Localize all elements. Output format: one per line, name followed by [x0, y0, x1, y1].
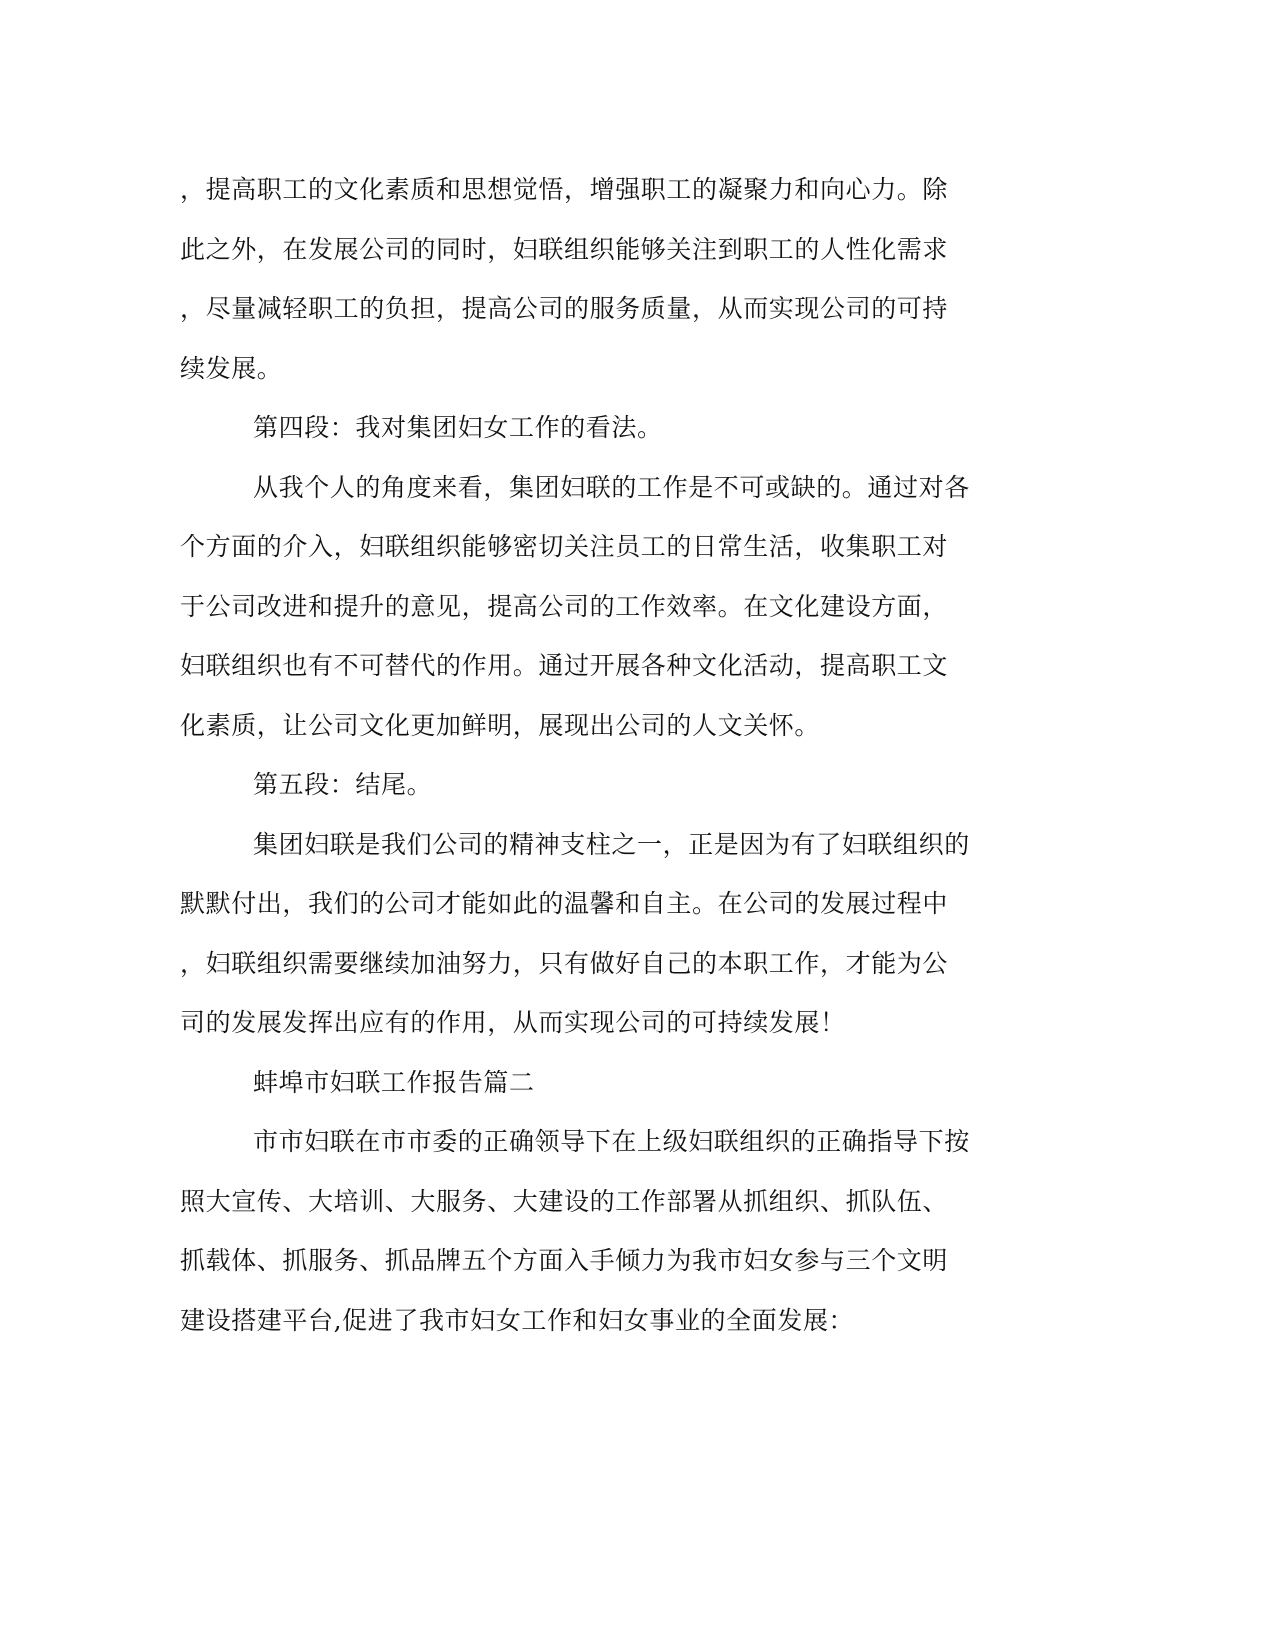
paragraph-line: 司的发展发挥出应有的作用，从而实现公司的可持续发展！ [180, 1008, 846, 1037]
paragraph-line: ，提高职工的文化素质和思想觉悟，增强职工的凝聚力和向心力。除 [180, 175, 949, 204]
paragraph-line: 抓载体、抓服务、抓品牌五个方面入手倾力为我市妇女参与三个文明 [180, 1246, 949, 1275]
paragraph-line: 于公司改进和提升的意见，提高公司的工作效率。在文化建设方面， [180, 591, 949, 621]
paragraph-line: 此之外，在发展公司的同时，妇联组织能够关注到职工的人性化需求 [180, 234, 949, 264]
paragraph-line: 妇联组织也有不可替代的作用。通过开展各种文化活动，提高职工文 [180, 651, 949, 680]
paragraph-line: 续发展。 [180, 353, 283, 383]
paragraph-line: 集团妇联是我们公司的精神支柱之一，正是因为有了妇联组织的 [253, 829, 970, 859]
section-heading-five: 第五段：结尾。 [253, 770, 433, 799]
paragraph-line: ，妇联组织需要继续加油努力，只有做好自己的本职工作，才能为公 [180, 948, 949, 978]
section-heading-four: 第四段：我对集团妇女工作的看法。 [253, 413, 663, 442]
paragraph-line: 从我个人的角度来看，集团妇联的工作是不可或缺的。通过对各 [253, 472, 970, 502]
paragraph-line: 个方面的介入，妇联组织能够密切关注员工的日常生活，收集职工对 [180, 532, 949, 561]
paragraph-line: ，尽量减轻职工的负担，提高公司的服务质量，从而实现公司的可持 [180, 294, 949, 323]
paragraph-line: 照大宣传、大培训、大服务、大建设的工作部署从抓组织、抓队伍、 [180, 1186, 949, 1216]
paragraph-line: 建设搭建平台,促进了我市妇女工作和妇女事业的全面发展： [180, 1305, 855, 1335]
paragraph-line: 化素质，让公司文化更加鲜明，展现出公司的人文关怀。 [180, 710, 821, 740]
paragraph-line: 市市妇联在市市委的正确领导下在上级妇联组织的正确指导下按 [253, 1127, 970, 1156]
document-body [180, 160, 1040, 1350]
paragraph-line: 默默付出，我们的公司才能如此的温馨和自主。在公司的发展过程中 [180, 889, 949, 918]
report-title-part-two: 蚌埠市妇联工作报告篇二 [253, 1067, 535, 1097]
